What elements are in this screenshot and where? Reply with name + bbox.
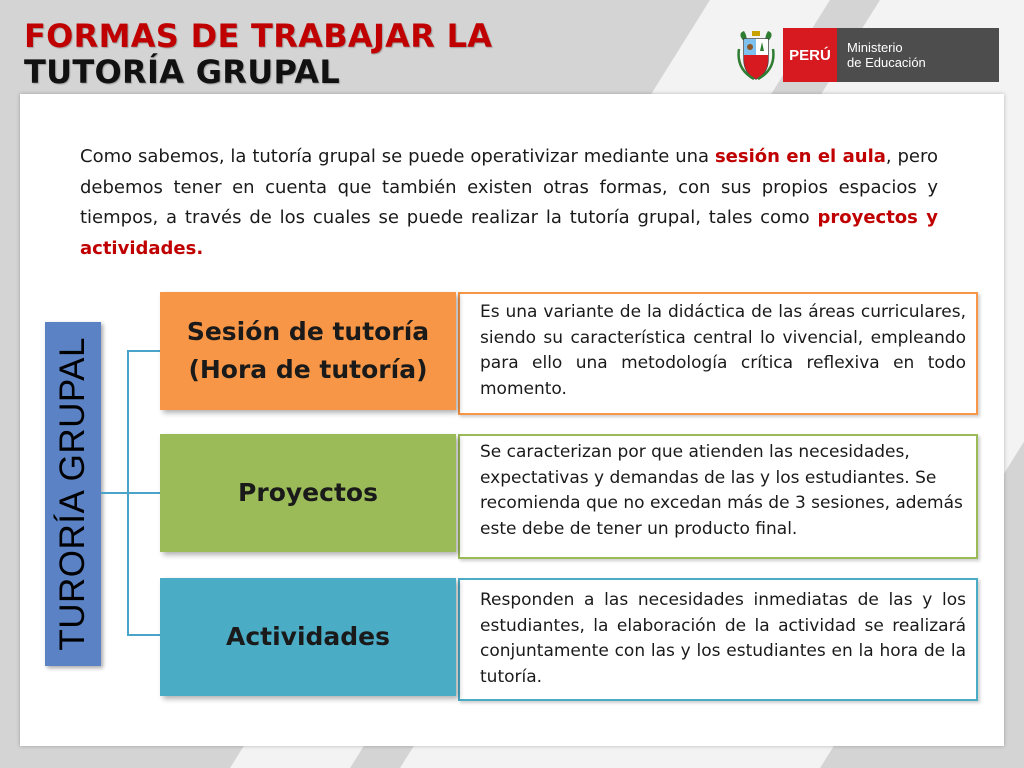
- intro-highlight-projects: proyectos y actividades.: [80, 207, 938, 259]
- ministry-line-2: de Educación: [847, 55, 926, 70]
- tutoria-grupal-label: [45, 322, 101, 666]
- description-box-actividades: [458, 578, 978, 701]
- category-proyectos-title: Proyectos: [238, 478, 378, 507]
- coat-of-arms-icon: [735, 28, 777, 82]
- description-text-sesion: Es una variante de la didáctica de las áreas curriculares, siendo su característica central lo vivencial, empleando para ello una metodología crítica reflexiva en todo momento.: [480, 302, 966, 399]
- title-line-2: TUTORÍA GRUPAL: [24, 53, 341, 91]
- page-title: [24, 18, 644, 90]
- category-actividades-title: Actividades: [225, 622, 391, 651]
- category-actividades: [160, 578, 456, 696]
- description-text-actividades: Responden a las necesidades inmediatas de las y los estudiantes, la elaboración de la actividad se realizará conjuntamente con las y los estudiantes en la hora de la tutoría.: [480, 590, 966, 687]
- country-label: PERÚ: [783, 28, 837, 82]
- intro-highlight-session: sesión en el aula: [714, 146, 886, 167]
- category-proyectos: [160, 434, 456, 552]
- connector-branch-actividades: [127, 634, 160, 636]
- ministry-logo: [735, 28, 999, 82]
- connector-branch-proyectos: [127, 492, 160, 494]
- connector-branch-sesion: [127, 350, 160, 352]
- ministry-line-1: Ministerio: [847, 40, 903, 55]
- category-sesion-line-1: Sesión de tutoría: [186, 317, 430, 346]
- intro-paragraph: [80, 142, 938, 264]
- category-sesion-line-2: (Hora de tutoría): [188, 355, 428, 384]
- tutoria-grupal-text: TURORÍA GRUPAL: [53, 337, 92, 651]
- title-line-1: FORMAS DE TRABAJAR LA: [24, 17, 493, 55]
- description-box-sesion: [458, 292, 978, 415]
- intro-text-1: Como sabemos, la tutoría grupal se puede operativizar mediante una: [80, 146, 715, 167]
- category-sesion-de-tutoria: [160, 292, 456, 410]
- description-box-proyectos: [458, 434, 978, 559]
- ministry-label: [837, 28, 999, 82]
- description-text-proyectos: Se caracterizan por que atienden las necesidades, expectativas y demandas de las y los estudiantes. Se recomienda que no excedan más de 3 sesiones, además este debe de tener un producto final.: [480, 442, 963, 539]
- connector-root: [101, 492, 129, 494]
- intro-text-2: , pero debemos tener en cuenta que también existen otras formas, con sus propios espacios y tiempos, a través de los cuales se puede realizar la tutoría grupal, tales como: [80, 146, 939, 228]
